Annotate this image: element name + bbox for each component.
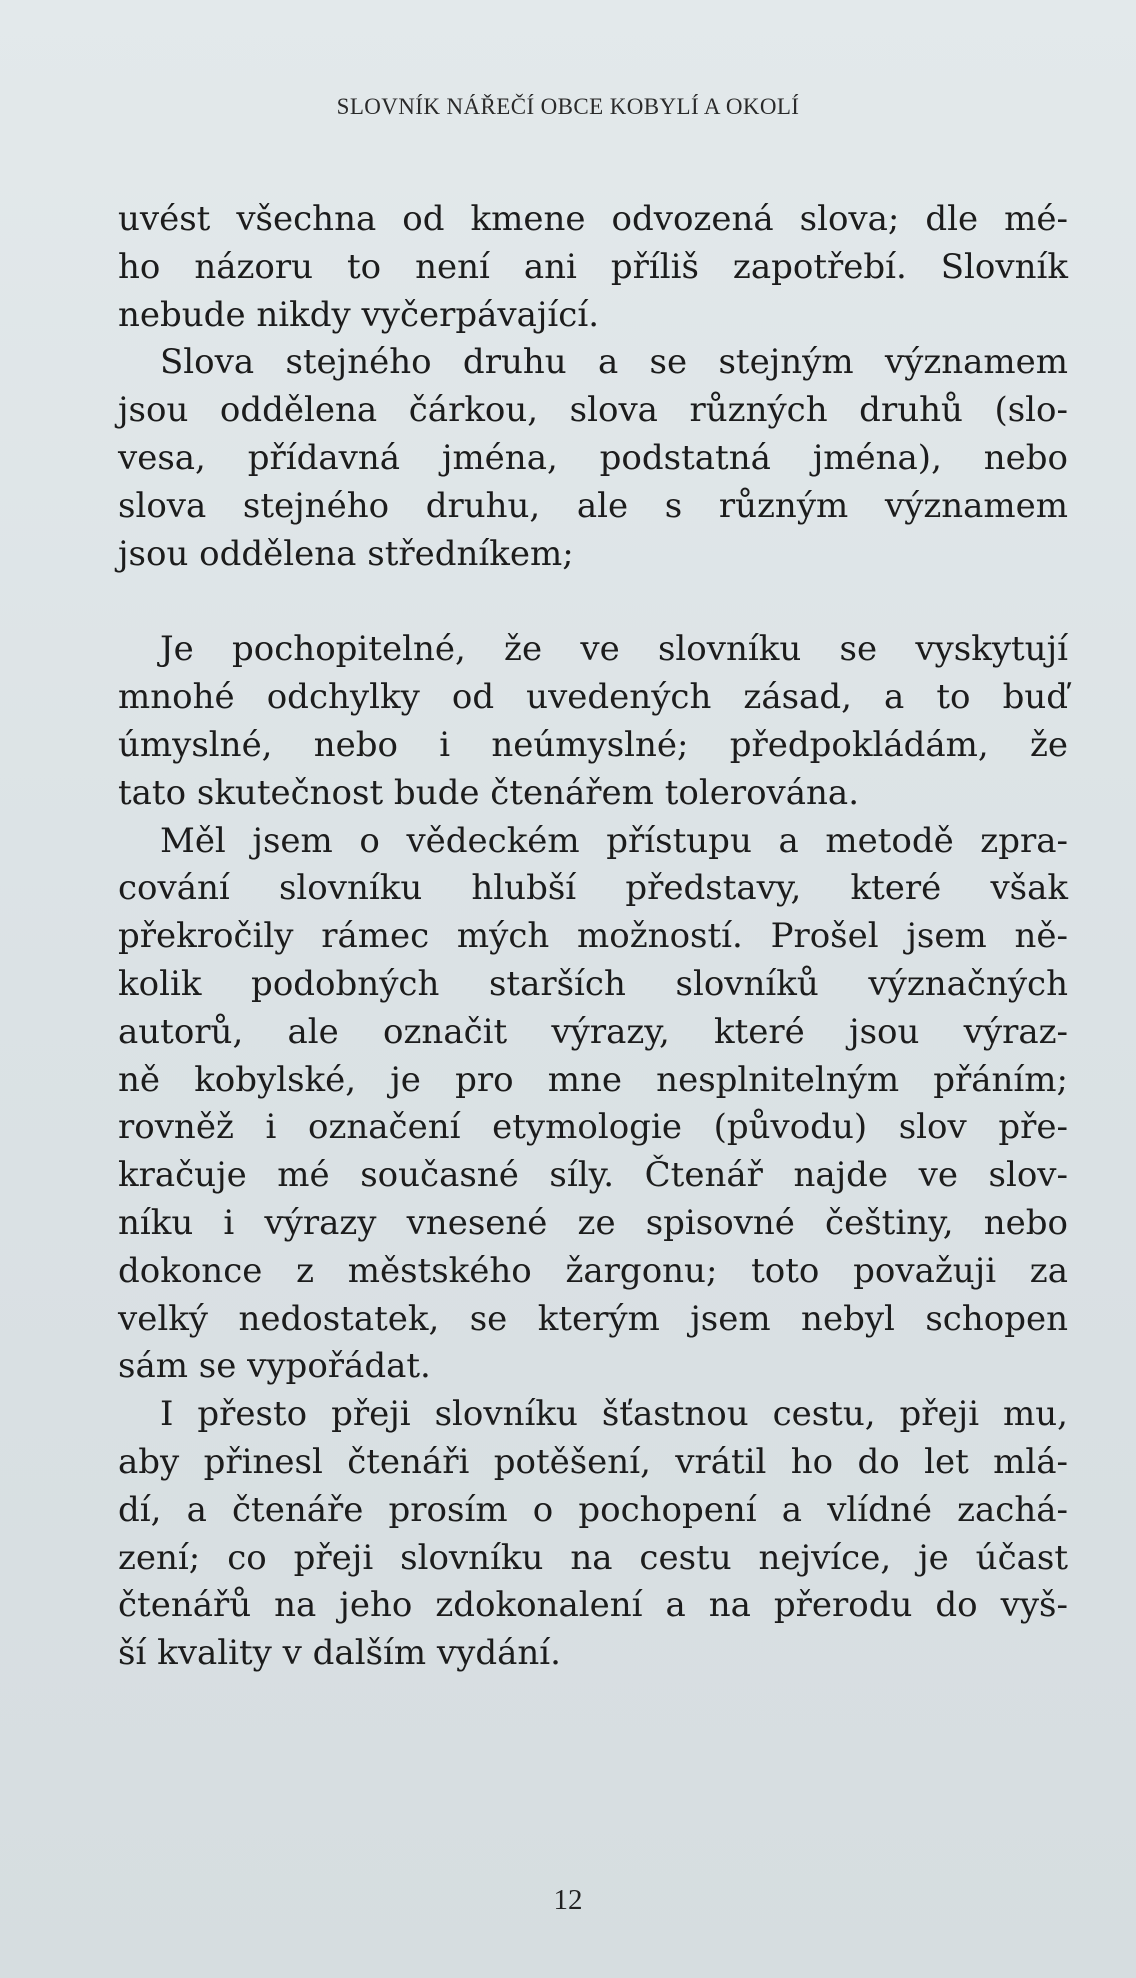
text-line: ší kvality v dalším vydání. (118, 1633, 561, 1674)
paragraph-4 (118, 818, 1068, 1392)
paragraph-5 (118, 1391, 1068, 1678)
text-line: uvést všechna od kmene odvozená slova; dle mé- (118, 199, 1068, 239)
text-line: velký nedostatek, se kterým jsem nebyl schopen (118, 1298, 1068, 1339)
text-line: Měl jsem o vědeckém přístupu a metodě zpra- (160, 820, 1068, 861)
text-line: dí, a čtenáře prosím o pochopení a vlídné zachá- (118, 1489, 1068, 1530)
paragraph-gap (118, 578, 1068, 626)
text-line: vesa, přídavná jména, podstatná jména), nebo (118, 437, 1068, 478)
text-line: níku i výrazy vnesené ze spisovné češtiny, nebo (118, 1202, 1068, 1243)
text-line: sám se vypořádat. (118, 1346, 431, 1387)
text-line: jsou oddělena čárkou, slova různých druhů (slo- (118, 390, 1068, 431)
text-line: Slova stejného druhu a se stejným významem (160, 342, 1068, 383)
paragraph-1 (118, 196, 1068, 339)
text-line: jsou oddělena středníkem; (118, 533, 574, 574)
text-line: překročily rámec mých možností. Prošel jsem ně- (118, 916, 1068, 957)
text-line: čtenářů na jeho zdokonalení a na přerodu do vyš- (118, 1585, 1068, 1626)
text-line: ho názoru to není ani příliš zapotřebí. Slovník (118, 246, 1068, 287)
text-line: kračuje mé současné síly. Čtenář najde ve slov- (118, 1155, 1068, 1196)
running-head: SLOVNÍK NÁŘEČÍ OBCE KOBYLÍ A OKOLÍ (336, 94, 800, 119)
paragraph-3 (118, 626, 1068, 817)
text-line: autorů, ale označit výrazy, které jsou výraz- (118, 1011, 1068, 1052)
text-line: ně kobylské, je pro mne nesplnitelným přáním; (118, 1059, 1068, 1100)
text-line: aby přinesl čtenáři potěšení, vrátil ho do let mlá- (118, 1441, 1068, 1482)
text-line: Je pochopitelné, že ve slovníku se vyskytují (160, 629, 1068, 670)
text-line: zení; co přeji slovníku na cestu nejvíce, je účast (118, 1537, 1068, 1578)
text-line: I přesto přeji slovníku šťastnou cestu, přeji mu, (160, 1394, 1068, 1435)
text-line: slova stejného druhu, ale s různým významem (118, 485, 1068, 526)
text-line: úmyslné, nebo i neúmyslné; předpokládám, že (118, 724, 1068, 765)
text-line: nebude nikdy vyčerpávající. (118, 294, 600, 335)
paragraph-2 (118, 339, 1068, 578)
body-text (118, 196, 1068, 1678)
text-line: dokonce z městského žargonu; toto považuji za (118, 1250, 1068, 1291)
text-line: kolik podobných starších slovníků význačných (118, 963, 1068, 1004)
text-line: tato skutečnost bude čtenářem tolerována. (118, 772, 860, 813)
text-line: mnohé odchylky od uvedených zásad, a to buď (118, 677, 1068, 718)
text-line: cování slovníku hlubší představy, které však (118, 868, 1068, 909)
text-line: rovněž i označení etymologie (původu) slov pře- (118, 1107, 1068, 1148)
page-number: 12 (553, 1884, 583, 1916)
